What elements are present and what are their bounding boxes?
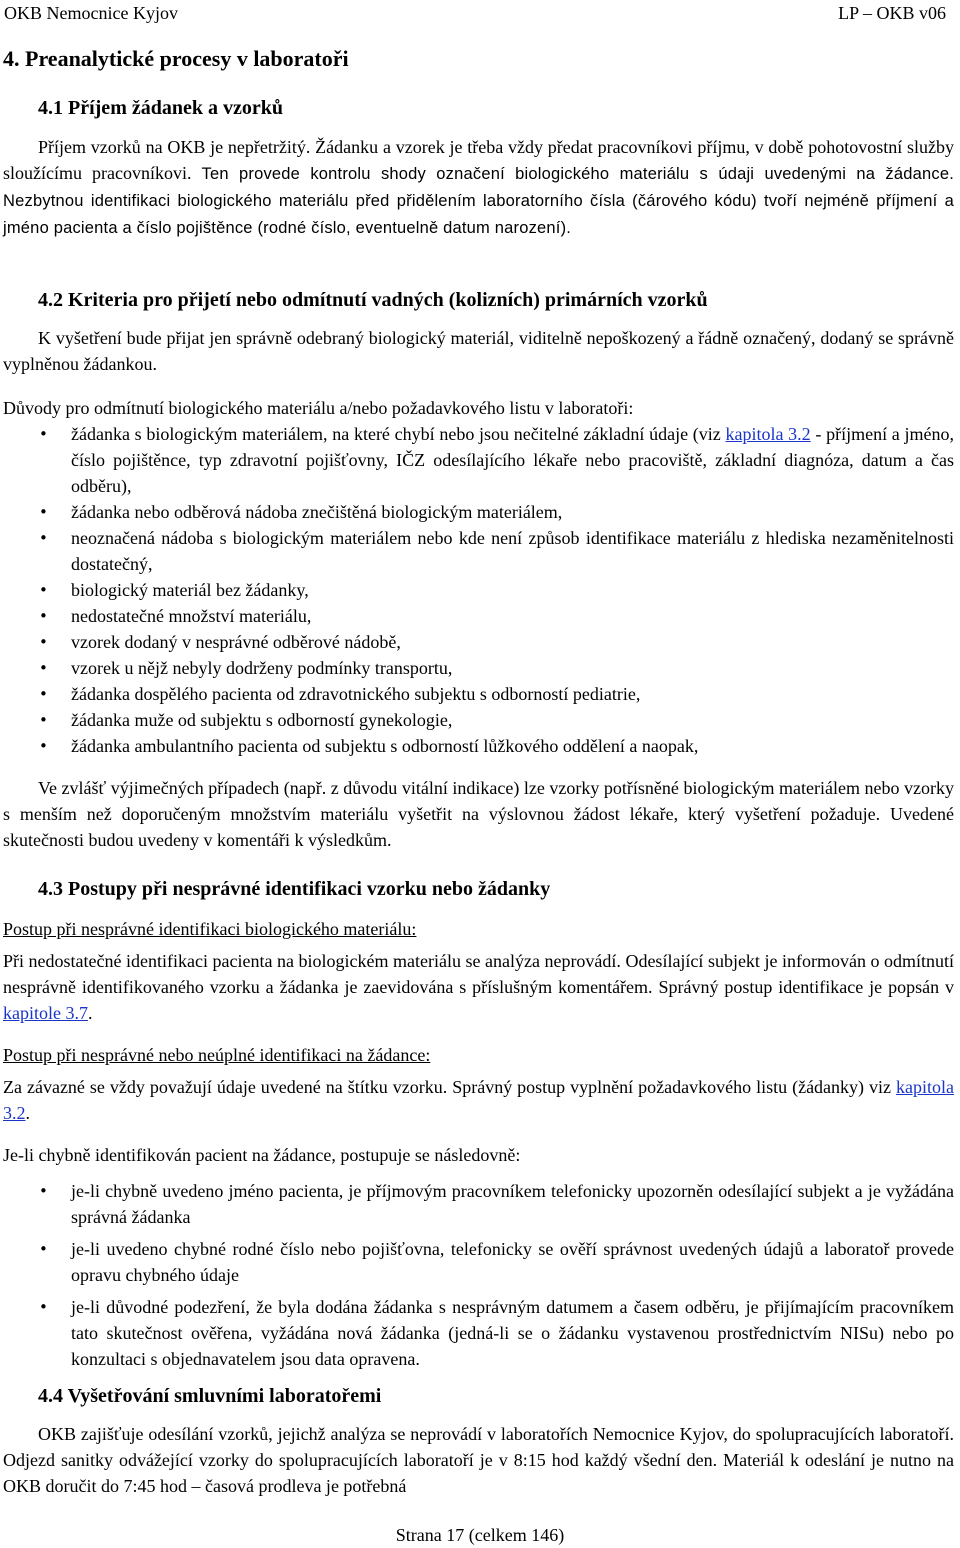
section-4-3-title: 4.3 Postupy při nesprávné identifikaci vzorku nebo žádanky: [38, 878, 551, 900]
list-item: • je-li uvedeno chybné rodné číslo nebo pojišťovna, telefonicky se ověří správnost uvedených údajů a laboratoř provede opravu chybného údaje: [3, 1236, 954, 1288]
check-text: Ten provede kontrolu shody označení biologického materiálu s údaji uvedenými na žádance.: [201, 165, 954, 183]
identification-text: Nezbytnou identifikaci biologického materiálu před přidělením laboratorního čísla (čárového kódu) tvoří nejméně příjmení a jméno pacienta a číslo pojištěnce (rodné číslo, eventuelně datum narození).: [3, 192, 954, 237]
list-item: • vzorek u nějž nebyly dodrženy podmínky transportu,: [3, 655, 954, 681]
exception-text: Ve zvlášť výjimečných případech (např. z důvodu vitální indikace) lze vzorky potřísněné biologickým materiálem nebo vzorky s menším než doporučeným množstvím materiálu vyšetřit na výslovnou žádost lékaře, který vyšetření požaduje. Uvedené skutečnosti budou uvedeny v komentáři k výsledkům.: [3, 778, 954, 850]
wrong-patient-intro: Je-li chybně identifikován pacient na žádance, postupuje se následovně:: [3, 1145, 521, 1165]
section-4-1-body: [3, 134, 954, 241]
section-4-1-title: 4.1 Příjem žádanek a vzorků: [38, 97, 283, 119]
list-item: • vzorek dodaný v nesprávné odběrové nádobě,: [3, 629, 954, 655]
list-item: • je-li důvodné podezření, že byla dodána žádanka s nesprávným datumem a časem odběru, je přijímajícím pracovníkem tato skutečnost ověřena, vyžádána nová žádanka (jedná-li se o žádanku vystavenou prostřednictvím NISu) nebo po konzultaci s objednavatelem jsou data opravena.: [3, 1294, 954, 1372]
chapter-3-2-link-2[interactable]: kapitola 3.2: [3, 1077, 954, 1123]
section-4-2-title: 4.2 Kriteria pro přijetí nebo odmítnutí vadných (kolizních) primárních vzorků: [38, 289, 708, 311]
list-item: • je-li chybně uvedeno jméno pacienta, je příjmovým pracovníkem telefonicky upozorněn odesílající subjekt a je vyžádána správná žádanka: [3, 1178, 954, 1230]
request-id-text: Za závazné se vždy považují údaje uvedené na štítku vzorku. Správný postup vyplnění požadavkového listu (žádanky) viz: [3, 1077, 897, 1097]
material-id-text: Při nedostatečné identifikaci pacienta na biologickém materiálu se analýza neprovádí. Odesílající subjekt je informován o odmítnutí nesprávně identifikovaného vzorku a žádanka je zaevidována s příslušným komentářem. Správný postup identifikace je popsán v: [3, 951, 954, 997]
rejection-reasons-list: [3, 421, 954, 759]
list-item: • žádanka s biologickým materiálem, na které chybí nebo jsou nečitelné základní údaje (viz kapitola 3.2 - příjmení a jméno, číslo pojištěnce, typ zdravotní pojišťovny, IČZ odesílajícího lékaře nebo pracoviště, základní diagnóza, datum a čas odběru),: [3, 421, 954, 499]
acceptance-text: K vyšetření bude přijat jen správně odebraný biologický materiál, viditelně nepoškozený a řádně označený, dodaný se správně vyplněnou žádankou.: [3, 328, 954, 374]
page-number: Strana 17 (celkem 146): [395, 1525, 565, 1545]
list-item: • nedostatečné množství materiálu,: [3, 603, 954, 629]
chapter-3-2-link[interactable]: kapitola 3.2: [725, 424, 811, 444]
header-doc-code: LP – OKB v06: [838, 3, 946, 23]
receipt-text: Příjem vzorků na OKB je nepřetržitý. Žádanku a vzorek je třeba vždy předat pracovníkovi příjmu, v době pohotovostní služby sloužícímu pracovníkovi.: [3, 137, 954, 183]
list-item: • žádanka muže od subjektu s odborností gynekologie,: [3, 707, 954, 733]
list-item: • žádanka dospělého pacienta od zdravotnického subjektu s odborností pediatrie,: [3, 681, 954, 707]
subheading-request-id: Postup při nesprávné nebo neúplné identifikaci na žádance:: [3, 1045, 431, 1065]
chapter-title: 4. Preanalytické procesy v laboratoři: [3, 46, 349, 71]
subheading-material-id: Postup při nesprávné identifikaci biologického materiálu:: [3, 919, 417, 939]
contract-labs-text: OKB zajišťuje odesílání vzorků, jejichž analýza se neprovádí v laboratořích Nemocnice Kyjov, do spolupracujících laboratoří. Odjezd sanitky odvážející vzorky do spolupracujících laboratoří je v 8:15 hod každý všední den. Materiál k odeslání je nutno na OKB doručit do 7:45 hod – časová prodleva je potřebná: [3, 1424, 954, 1496]
rejection-intro: Důvody pro odmítnutí biologického materiálu a/nebo požadavkového listu v laboratoři:: [3, 398, 634, 418]
chapter-3-7-link[interactable]: kapitole 3.7: [3, 1003, 88, 1023]
section-4-3-body: Postup při nesprávné identifikaci biologického materiálu: Při nedostatečné identifikaci pacienta na biologickém materiálu se analýza neprovádí. Odesílající subjekt je informován o odmítnutí nesprávně identifikovaného vzorku a žádanka je zaevidována s příslušným komentářem. Správný postup identifikace je popsán v kapitole 3.7. Postup při nesprávné nebo neúplné identifikaci na žádance: Za závazné se vždy považují údaje uvedené na štítku vzorku. Správný postup vyplnění požadavkového listu (žádanky) viz kapitola 3.2. Je-li chybně identifikován pacient na žádance, postupuje se následovně: • je-li chybně uvedeno jméno pacienta, je příjmovým pracovníkem telefonicky upozorněn odesílající subjekt a je vyžádána správná žádanka • je-li uvedeno chybné rodné číslo nebo pojišťovna, telefonicky se ověří správnost uvedených údajů a laboratoř provede opravu chybného údaje • je-li důvodné podezření, že byla dodána žádanka s nesprávným datumem a časem odběru, je přijímajícím pracovníkem tato skutečnost ověřena, vyžádána nová žádanka (jedná-li se o žádanku vystavenou prostřednictvím NISu) nebo po konzultaci s objednavatelem jsou data opravena.: [3, 916, 954, 1372]
list-item: • žádanka ambulantního pacienta od subjektu s odborností lůžkového oddělení a naopak,: [3, 733, 954, 759]
section-4-4-title: 4.4 Vyšetřování smluvními laboratořemi: [38, 1385, 382, 1407]
header-hospital: OKB Nemocnice Kyjov: [4, 3, 178, 23]
list-item: • žádanka nebo odběrová nádoba znečištěná biologickým materiálem,: [3, 499, 954, 525]
page-header: [0, 0, 960, 24]
list-item: • biologický materiál bez žádanky,: [3, 577, 954, 603]
wrong-patient-list: [3, 1178, 954, 1372]
section-4-2-body: [3, 325, 954, 759]
list-item: • neoznačená nádoba s biologickým materiálem nebo kde není způsob identifikace materiálu z hlediska nezaměnitelnosti dostatečný,: [3, 525, 954, 577]
